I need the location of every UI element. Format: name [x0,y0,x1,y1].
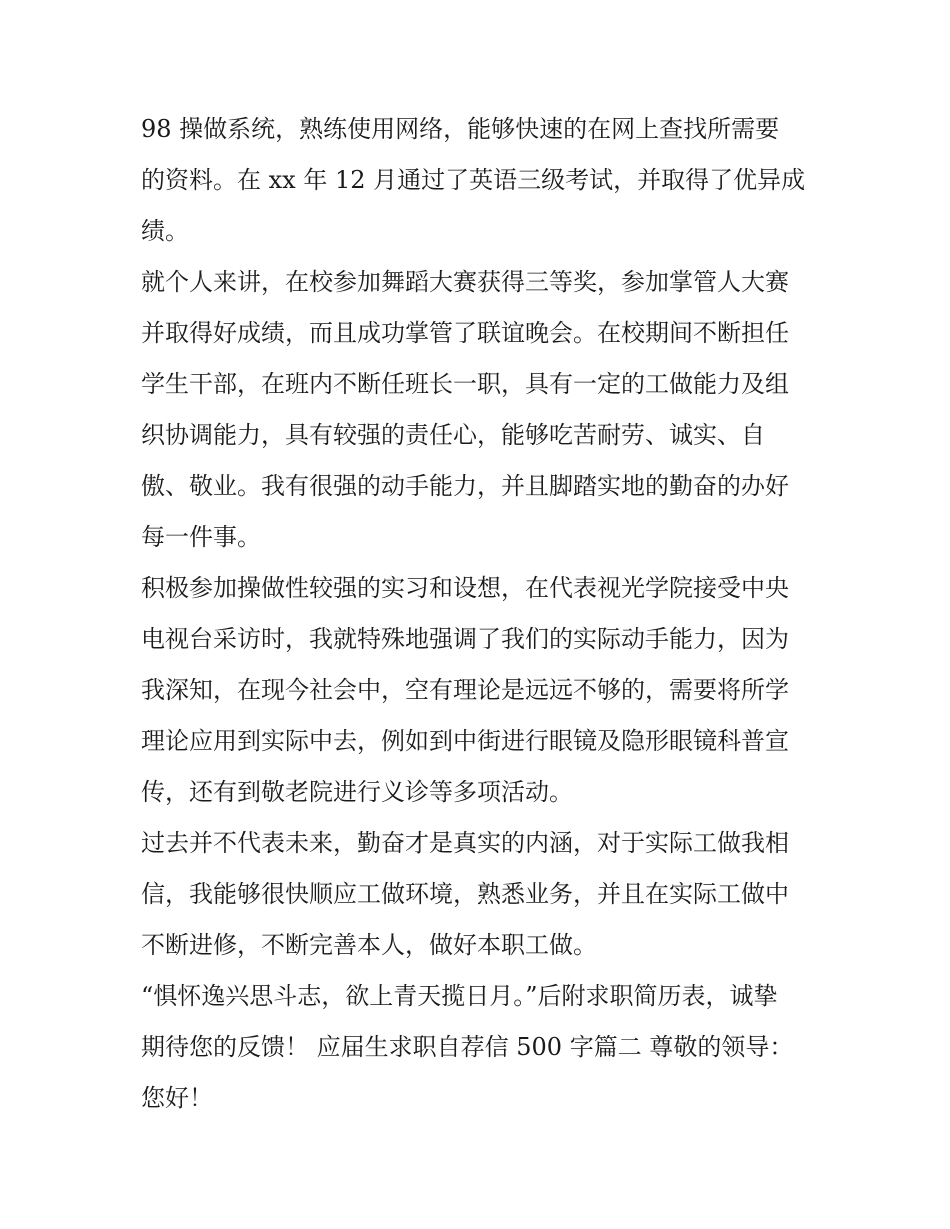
text-line: 过去并不代表未来，勤奋才是真实的内涵，对于实际工做我相 [141,829,789,857]
text-line: 信，我能够很快顺应工做环境，熟悉业务，并且在实际工做中 [141,880,789,908]
text-line: 期待您的反馈！ 应届生求职自荐信 500 字篇二 尊敬的领导： [141,1033,794,1061]
text-line: 我深知，在现今社会中，空有理论是远远不够的，需要将所学 [141,676,789,704]
text-line: 每一件事。 [141,523,261,551]
text-line: 傲、敬业。我有很强的动手能力，并且脚踏实地的勤奋的办好 [141,472,789,500]
text-line: 积极参加操做性较强的实习和设想，在代表视光学院接受中央 [141,574,789,602]
text-line: 就个人来讲，在校参加舞蹈大赛获得三等奖，参加掌管人大赛 [141,268,789,296]
text-line: 电视台采访时，我就特殊地强调了我们的实际动手能力，因为 [141,625,789,653]
text-line: 不断进修，不断完善本人，做好本职工做。 [141,931,597,959]
text-line: “惧怀逸兴思斗志，欲上青天揽日月。”后附求职简历表，诚挚 [141,982,778,1010]
text-line: 绩。 [141,217,189,245]
text-line: 并取得好成绩，而且成功掌管了联谊晚会。在校期间不断担任 [141,319,789,347]
text-line: 织协调能力，具有较强的责任心，能够吃苦耐劳、诚实、自 [141,421,765,449]
text-line: 学生干部，在班内不断任班长一职，具有一定的工做能力及组 [141,370,789,398]
text-line: 传，还有到敬老院进行义诊等多项活动。 [141,778,573,806]
text-line: 的资料。在 xx 年 12 月通过了英语三级考试，并取得了优异成 [141,166,806,194]
text-line: 您好！ [141,1084,213,1112]
text-line: 理论应用到实际中去，例如到中街进行眼镜及隐形眼镜科普宣 [141,727,789,755]
text-line: 98 操做系统，熟练使用网络，能够快速的在网上查找所需要 [141,115,780,143]
